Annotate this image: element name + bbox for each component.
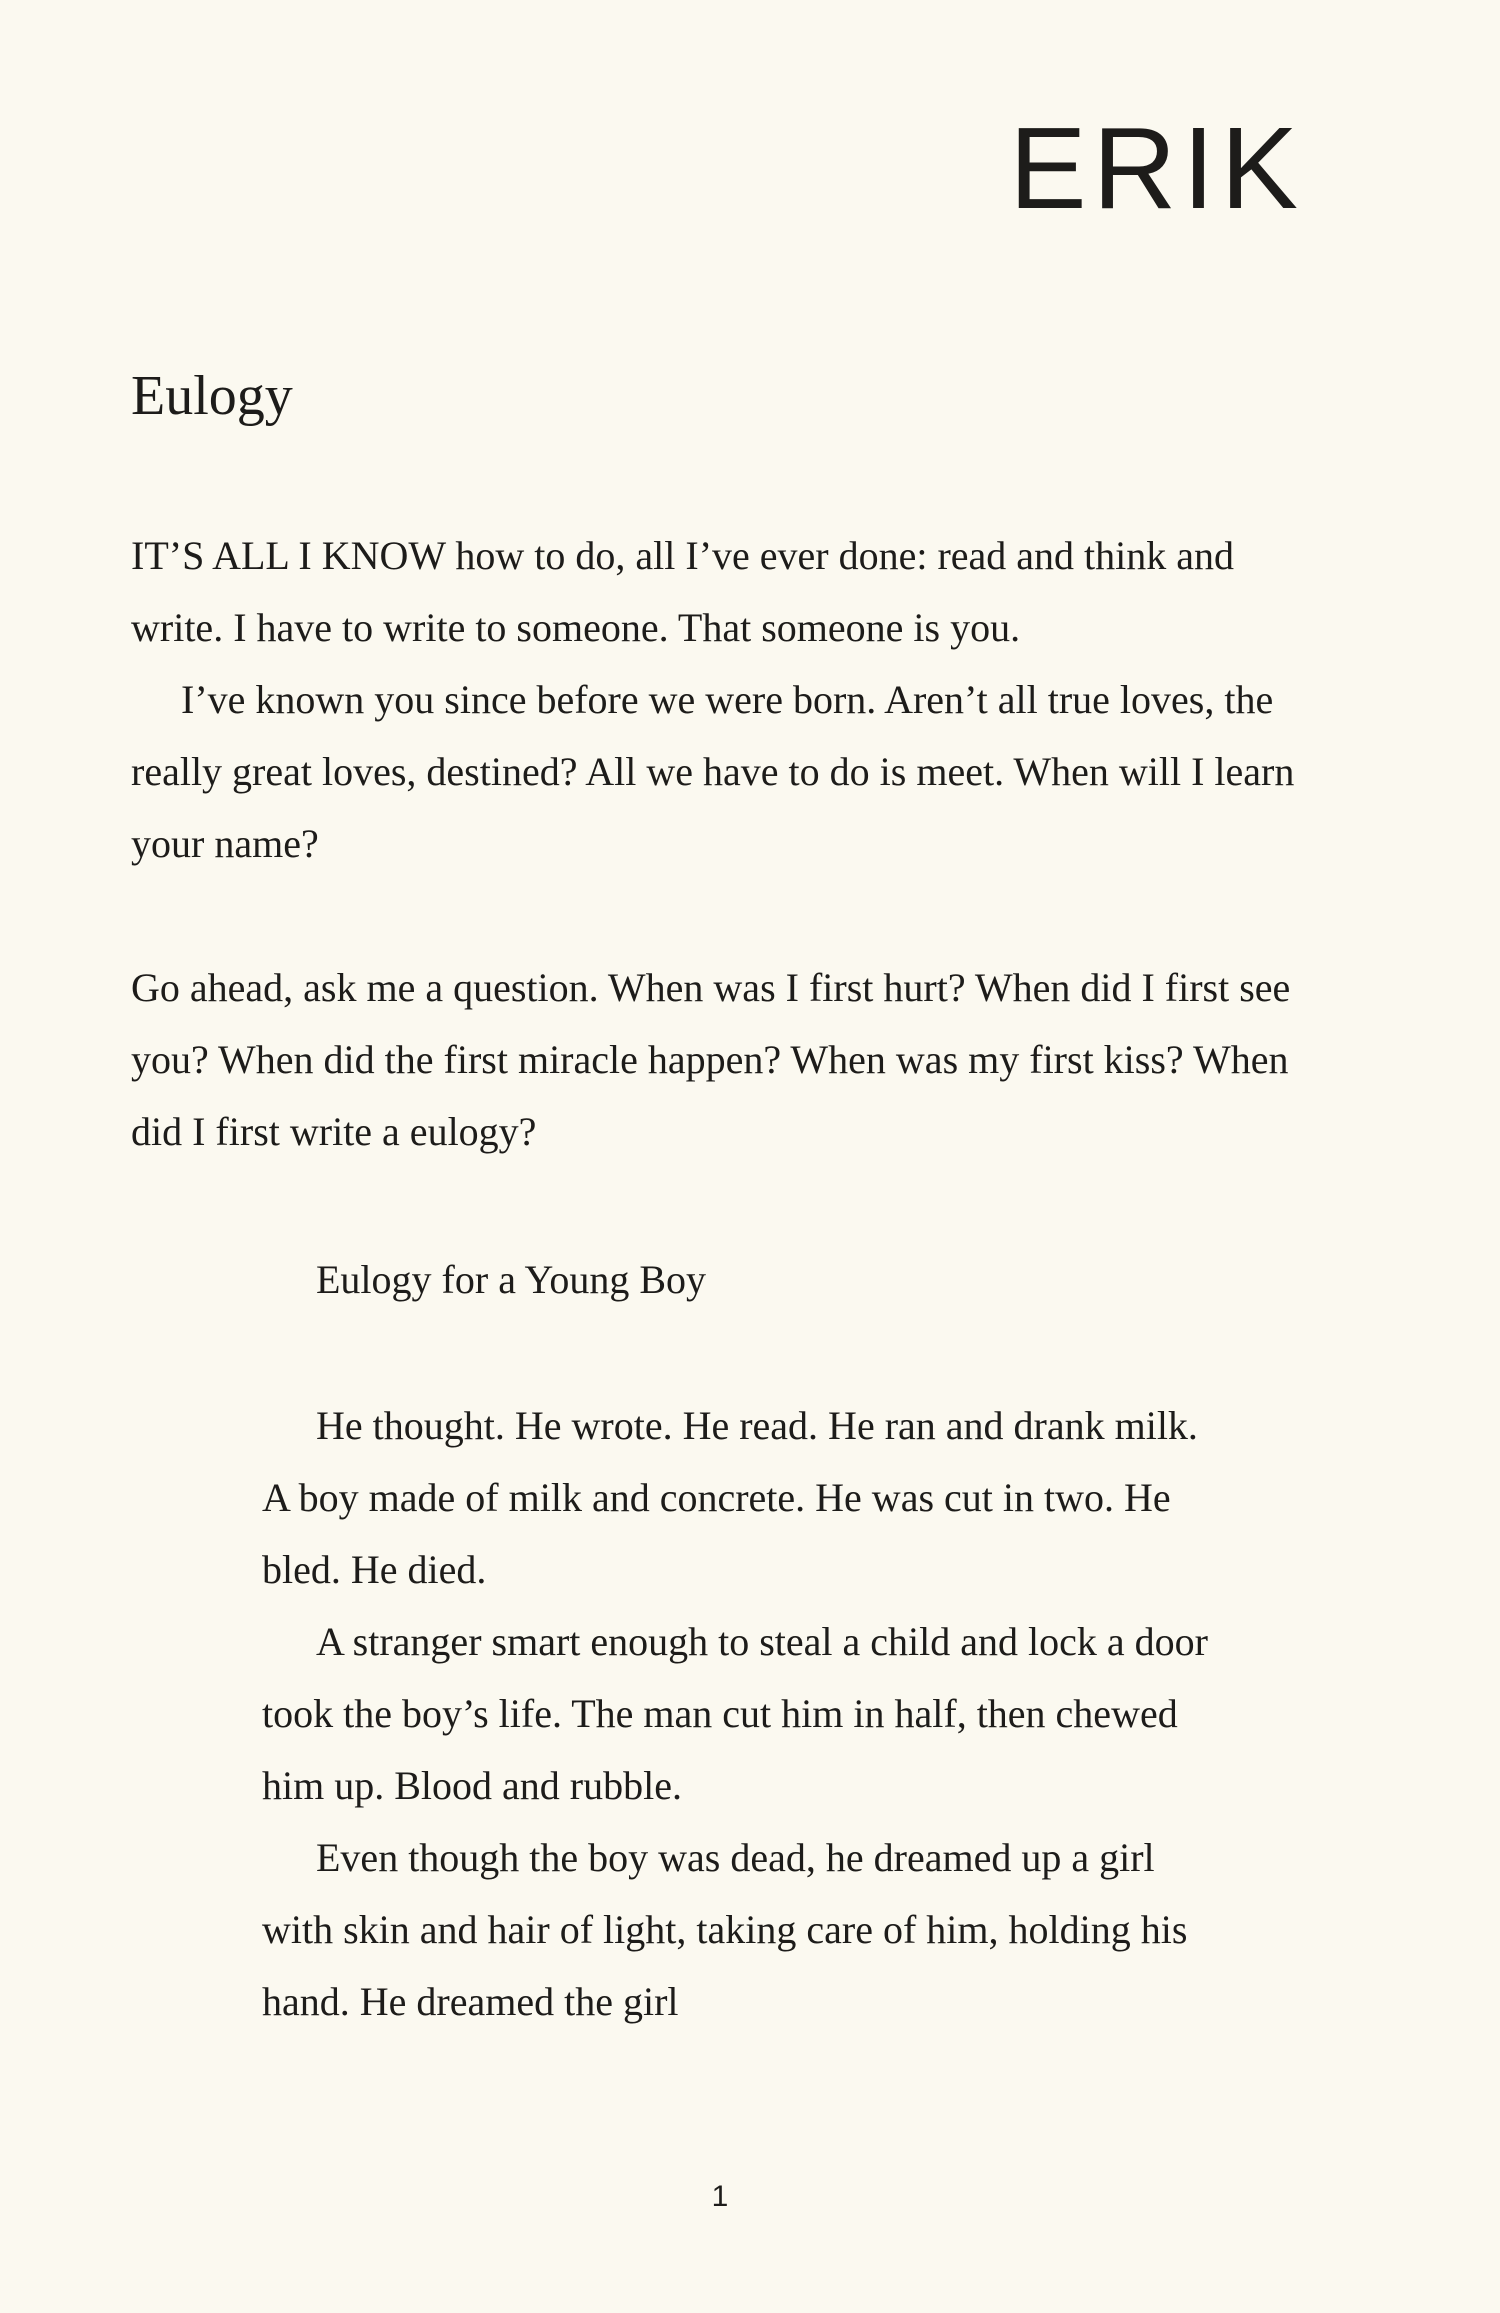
chapter-title: Eulogy	[131, 365, 293, 427]
poem-stanza-1: He thought. He wrote. He read. He ran and drank milk. A boy made of milk and concrete. He was cut in two. He bled. He died.	[262, 1403, 1198, 1592]
poem-stanza-3: Even though the boy was dead, he dreamed up a girl with skin and hair of light, taking care of him, holding his hand. He dreamed the girl	[262, 1835, 1188, 2024]
page-number: 1	[711, 2180, 729, 2213]
poem-stanza-2: A stranger smart enough to steal a child and lock a door took the boy’s life. The man cut him in half, then chewed him up. Blood and rubble.	[262, 1619, 1208, 1808]
paragraph-2: I’ve known you since before we were born. Aren’t all true loves, the really great loves, destined? All we have to do is meet. When will I learn your name?	[131, 677, 1295, 866]
paragraph-3: Go ahead, ask me a question. When was I first hurt? When did I first see you? When did the first miracle happen? When was my first kiss? When did I first write a eulogy?	[131, 965, 1291, 1154]
poem-title: Eulogy for a Young Boy	[316, 1257, 707, 1302]
paragraph-1: IT’S ALL I KNOW how to do, all I’ve ever done: read and think and write. I have to write to someone. That someone is you.	[131, 533, 1235, 650]
part-title: ERIK	[1009, 103, 1304, 233]
